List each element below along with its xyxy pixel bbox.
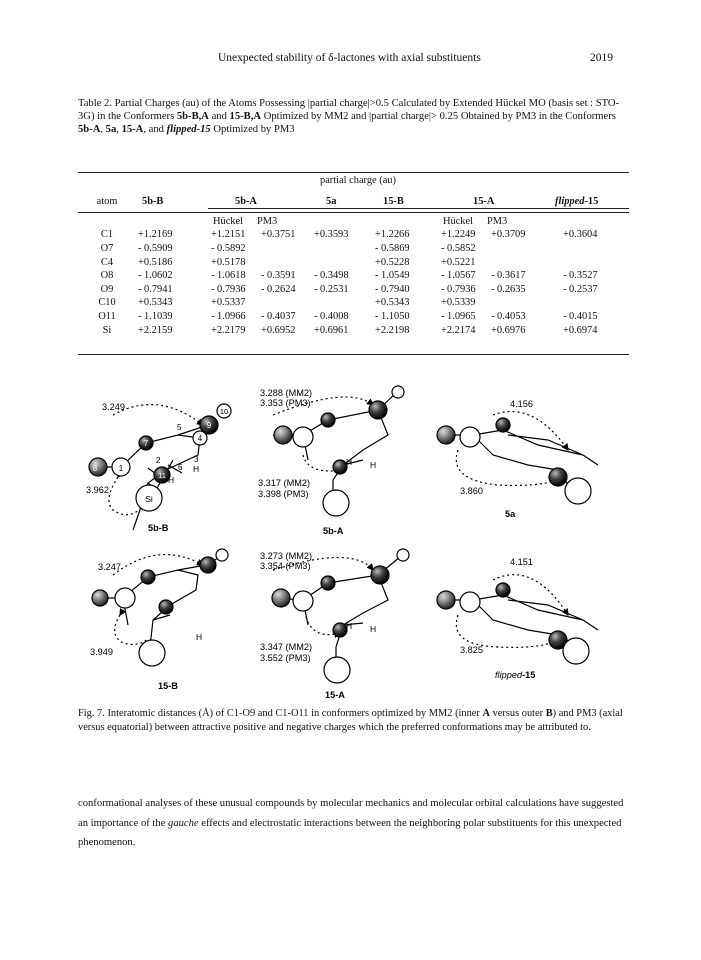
col-5b-A: 5b-A	[235, 196, 257, 208]
dist-15B-top: 3.247	[98, 562, 121, 572]
cell-a5: - 0.2531	[314, 283, 349, 295]
body-text-part: conformational analyses of these unusual compounds by molecular mechanics and molecular orbital calculations have suggested an importance of the	[78, 798, 624, 829]
charges-table	[78, 195, 629, 337]
cell-a15_h: - 1.0965	[441, 311, 476, 323]
cell-f15: - 0.3527	[563, 270, 598, 282]
label-h-5bA-1: H	[346, 457, 353, 467]
cell-a5b_h: +0.5178	[211, 256, 246, 268]
cell-atom: O8	[100, 270, 114, 282]
cell-a15_h: - 1.0567	[441, 270, 476, 282]
figure-caption-run: B	[545, 708, 553, 719]
dist-f15-top: 4.151	[510, 557, 533, 567]
dist-15A-bottom-mm2: 3.347 (MM2)	[260, 642, 313, 652]
cell-a15_h: +0.5221	[441, 256, 476, 268]
table-caption-run: Optimized by PM3	[210, 123, 295, 135]
col-5a: 5a	[326, 196, 337, 208]
pm3-label: PM3	[487, 215, 508, 227]
cell-b5b: +1.2169	[138, 229, 173, 241]
col-15-A: 15-A	[473, 196, 495, 208]
method-row	[78, 215, 629, 229]
cell-b5b: +2.2159	[138, 324, 173, 336]
dist-5bA-top-mm2: 3.288 (MM2)	[260, 388, 313, 398]
table-row	[78, 310, 629, 324]
cell-a5b_p: - 0.2624	[261, 283, 296, 295]
cell-a5: - 0.3498	[314, 270, 349, 282]
table-bottom-rule	[78, 354, 629, 355]
cell-f15: +0.6974	[563, 324, 598, 336]
table-row	[78, 296, 629, 310]
dist-5bB-bottom: 3.962	[86, 485, 109, 495]
cell-atom: O11	[98, 311, 116, 323]
label-15-B: 15-B	[158, 681, 178, 691]
cell-a15_p: +0.3709	[491, 229, 526, 241]
dist-5bA-bottom-pm3: 3.398 (PM3)	[258, 489, 309, 499]
figure-caption-run: A	[482, 708, 490, 719]
label-si: Si	[145, 494, 153, 504]
cell-b15: +0.5343	[375, 297, 410, 309]
huckel-label: Hückel	[213, 215, 244, 227]
cell-a15_h: +0.5339	[441, 297, 476, 309]
label-4: 4	[197, 434, 203, 443]
cell-f15: +0.3604	[563, 229, 598, 241]
cell-b15: - 1.1050	[375, 311, 410, 323]
dist-f15-bottom: 3.825	[460, 645, 483, 655]
label-h-15A-1: H	[346, 621, 353, 631]
cell-b15: - 1.0549	[375, 270, 410, 282]
cell-a5: +0.3593	[314, 229, 349, 241]
label-flipped-bold: -15	[522, 670, 536, 680]
table-row	[78, 269, 629, 283]
table-caption-run: 15-A	[121, 123, 144, 135]
label-6: 6	[178, 463, 183, 472]
dist-15A-bottom-pm3: 3.552 (PM3)	[260, 653, 311, 663]
table-caption-run: 5b-A	[78, 123, 101, 135]
cell-b15: +0.5228	[375, 256, 410, 268]
cell-a5b_h: +2.2179	[211, 324, 246, 336]
col-15-B: 15-B	[383, 196, 404, 208]
label-h-5bB-2: H	[168, 475, 175, 485]
table-header-rule	[78, 212, 629, 213]
dist-5bA-top-pm3: 3.353 (PM3)	[260, 398, 311, 408]
label-h-5bB-1: H	[193, 464, 200, 474]
cell-a5b_h: +1.2151	[211, 229, 246, 241]
col-5b-B: 5b-B	[142, 196, 164, 208]
label-h-15B: H	[196, 632, 203, 642]
cell-a15_p: +0.6976	[491, 324, 526, 336]
cell-atom: C10	[98, 297, 116, 309]
cell-a5b_p: +0.3751	[261, 229, 296, 241]
label-5b-B: 5b-B	[148, 523, 169, 533]
cell-b15: +2.2198	[375, 324, 410, 336]
charge-rows	[78, 228, 629, 337]
pm3-label: PM3	[257, 215, 278, 227]
flipped-suffix: -15	[584, 196, 599, 208]
cell-a15_h: +1.2249	[441, 229, 476, 241]
cell-atom: Si	[102, 324, 112, 336]
body-text-italic: gauche	[168, 817, 199, 829]
dist-5a-bottom: 3.860	[460, 486, 483, 496]
cell-b5b: +0.5343	[138, 297, 173, 309]
flipped-prefix: flipped	[555, 196, 585, 208]
cell-a15_p: - 0.4053	[491, 311, 526, 323]
cell-f15: - 0.4015	[563, 311, 598, 323]
label-15-A: 15-A	[325, 690, 345, 700]
table-caption-run: Optimized by MM2 and |partial charge|> 0.25 Obtained by PM3 in the Conformers	[261, 110, 616, 122]
dist-15B-bottom: 3.949	[90, 647, 113, 657]
cell-a5b_p: - 0.4037	[261, 311, 296, 323]
body-paragraph	[78, 794, 634, 853]
cell-a15_h: - 0.5852	[441, 243, 476, 255]
col-atom: atom	[96, 196, 118, 208]
cell-a15_h: - 0.7936	[441, 283, 476, 295]
cell-atom: O7	[100, 243, 114, 255]
cell-a5b_p: - 0.3591	[261, 270, 296, 282]
table-top-rule	[78, 172, 629, 173]
label-9: 9	[206, 421, 212, 430]
cell-b5b: - 1.1039	[138, 311, 173, 323]
cell-a5b_p: +0.6952	[261, 324, 296, 336]
cell-b15: - 0.5869	[375, 243, 410, 255]
cell-b5b: - 1.0602	[138, 270, 173, 282]
dist-15A-top-pm3: 3.354 (PM3)	[260, 561, 311, 571]
table-row	[78, 323, 629, 337]
table-caption-run: and	[208, 110, 230, 122]
table-caption-run: 5b-B,A	[176, 110, 209, 122]
cell-b5b: - 0.7941	[138, 283, 173, 295]
page-number: 2019	[590, 52, 613, 64]
label-3: 3	[194, 455, 199, 464]
figure-caption-run: ) and PM3 (axial versus equatorial) between attractive positive and negative charges which the preferred conformations may be attributed to.	[78, 708, 623, 733]
label-11: 11	[158, 471, 166, 480]
cell-a5b_h: - 1.0618	[211, 270, 246, 282]
table-row	[78, 255, 629, 269]
label-10: 10	[219, 407, 229, 416]
dist-5bB-top: 3.249	[102, 402, 125, 412]
label-h-5bA-2: H	[370, 460, 377, 470]
label-flipped-italic: flipped	[495, 670, 523, 680]
cell-a15_p: - 0.2635	[491, 283, 526, 295]
cell-a5b_h: - 0.5892	[211, 243, 246, 255]
cell-atom: C1	[100, 229, 114, 241]
table-caption	[78, 98, 630, 136]
method-labels-15-A	[433, 215, 543, 229]
label-h-15A-2: H	[370, 624, 377, 634]
table-caption-run: flipped-15	[166, 123, 211, 135]
cell-b15: - 0.7940	[375, 283, 410, 295]
label-2: 2	[156, 456, 161, 465]
dist-5a-top: 4.156	[510, 399, 533, 409]
cell-a5b_h: - 1.0966	[211, 311, 246, 323]
cell-b5b: +0.5186	[138, 256, 173, 268]
label-flipped-15	[495, 670, 535, 680]
group-label: partial charge (au)	[320, 175, 396, 186]
cell-a15_p: - 0.3617	[491, 270, 526, 282]
cell-a5b_h: +0.5337	[211, 297, 246, 309]
huckel-label: Hückel	[443, 215, 474, 227]
cell-a5: +0.6961	[314, 324, 349, 336]
label-7: 7	[143, 439, 149, 448]
table-row	[78, 228, 629, 242]
label-8: 8	[92, 464, 98, 473]
cell-b5b: - 0.5909	[138, 243, 173, 255]
table-header-row	[78, 195, 629, 209]
cell-b15: +1.2266	[375, 229, 410, 241]
atom-8	[89, 458, 107, 476]
table-caption-run: 5a	[105, 123, 117, 135]
cell-a5: - 0.4008	[314, 311, 349, 323]
label-5a: 5a	[505, 509, 516, 519]
dist-5bA-bottom-mm2: 3.317 (MM2)	[258, 478, 311, 488]
label-1: 1	[118, 464, 124, 473]
method-labels-5b-A	[203, 215, 308, 229]
cell-atom: O9	[100, 283, 114, 295]
table-row	[78, 242, 629, 256]
body-text-part: effects and electrostatic interactions between the neighboring polar substituents for this unexpected phenomenon.	[78, 817, 622, 848]
conformer-figure	[78, 385, 631, 705]
figure-caption-run: Fig. 7. Interatomic distances (Å) of C1-O9 and C1-O11 in conformers optimized by MM2 (inner	[78, 708, 483, 719]
table-caption-run: ,	[116, 123, 122, 135]
table-caption-run: 15-B,A	[229, 110, 262, 122]
table-caption-run: Table 2. Partial Charges (au) of the Atoms Possessing |partial charge|>0.5 Calculated by Extended Hückel MO (basis set : STO-3G) in the Conformers	[78, 98, 620, 122]
cell-a5b_h: - 0.7936	[211, 283, 246, 295]
table-row	[78, 283, 629, 297]
table-caption-run: , and	[143, 123, 167, 135]
table-caption-run: ,	[100, 123, 106, 135]
running-title: Unexpected stability of δ-lactones with axial substituents	[218, 52, 481, 64]
figure-caption	[78, 707, 631, 734]
label-5: 5	[177, 423, 182, 432]
cell-atom: C4	[100, 256, 114, 268]
dist-15A-top-mm2: 3.273 (MM2)	[260, 551, 313, 561]
col-flipped-15	[543, 195, 629, 209]
label-5b-A: 5b-A	[323, 526, 344, 536]
cell-f15: - 0.2537	[563, 283, 598, 295]
cell-a15_h: +2.2174	[441, 324, 476, 336]
figure-caption-run: versus outer	[490, 708, 546, 719]
